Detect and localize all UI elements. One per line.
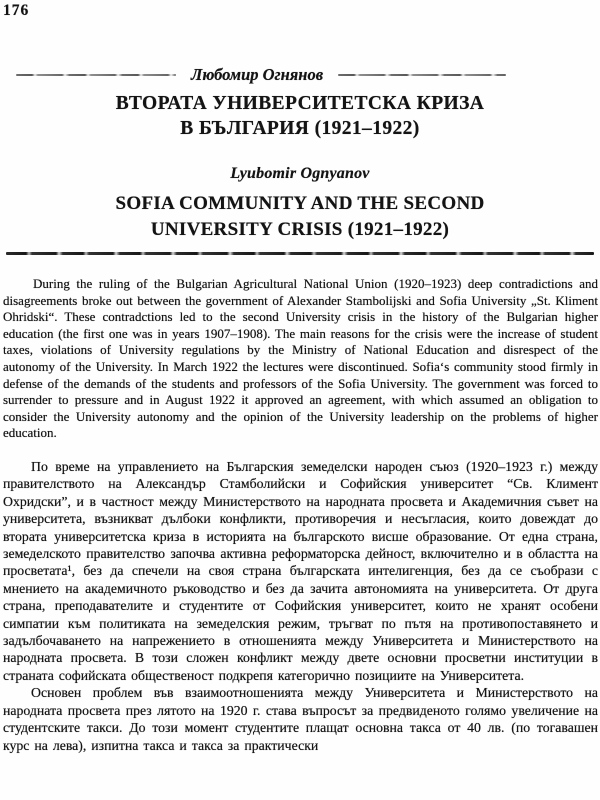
article-title-bulgarian [0,91,600,141]
page-number: 176 [3,2,30,19]
title-bulgarian-line-1: ВТОРАТА УНИВЕРСИТЕТСКА КРИЗА [115,93,485,114]
title-bulgarian-line-2: В БЪЛГАРИЯ (1921–1922) [180,118,420,139]
abstract-paragraph-english: During the ruling of the Bulgarian Agricultural National Union (1920–1923) deep contradictions and disagreements broke out between the government of Alexander Stambolijski and Sofia University „St. Kliment Ohridski“. These contradctions led to the second University crisis in the history of the Bulgarian higher education (the first one was in years 1907–1908). The main reasons for the crisis were the increase of student taxes, violations of University regulations by the Ministry of National Education and disrespect of the autonomy of the University. In March 1922 the lectures were discontinued. Sofia‘s community stood firmly in defense of the demands of the students and professors of the Sofia University. The government was forced to surrender to pressure and in August 1922 it approved an agreement, with which assumed an obligation to consider the University autonomy and the opinion of the University leadership on the problems of higher education. [3,276,598,441]
section-divider-rule [6,252,594,255]
body-paragraph-1: По време на управлението на Българския земеделски народен съюз (1920–1923 г.) между правителството на Александър Стамболийски и Софийския университет “Св. Климент Охридски”, и в частност между Министерството на народната просвета и Академичния съвет на университета, възникват дълбоки конфликти, противоречия и несъгласия, които довеждат до втората университетска криза в историята на българското висше образование. От една страна, земеделското правителство започва активна реформаторска дейност, включително и в областта на просветата¹, без да спечели на своя страна българската интелигенция, без да се съобрази с мнението на академичното ръководство и без да зачита автономията на университета. От друга страна, преподавателите и студентите от Софийския университет, които не хранят особени симпатии към политиката на земеделския режим, тръгват по пътя на противопоставянето и задълбочаването на напрежението в отношенията между Университета и Министерството на народната просвета. В този сложен конфликт между двете основни просветни институции в страната софийската общественост подкрепя категорично позициите на Университета. [3,459,598,683]
scan-rule-left [16,74,176,76]
scan-rule-right [338,74,506,76]
body-paragraph-2: Основен проблем във взаимоотношенията между Университета и Министерството на народната просвета през лятото на 1920 г. става въпросът за предвиденото голямо увеличение на студентските такси. До този момент студентите плащат основна такса от 40 лв. (по тогавашен курс на лева), изпитна такса и такса за практически [3,685,598,753]
title-english-line-2: UNIVERSITY CRISIS (1921–1922) [150,219,450,240]
title-english-line-1: SOFIA COMMUNITY AND THE SECOND [115,193,485,214]
author-name-english: Lyubomir Ognyanov [230,165,370,182]
article-title-english [0,191,600,243]
article-body-bulgarian [3,458,598,754]
author-row-bulgarian [0,63,600,87]
author-name-bulgarian: Любомир Огнянов [191,65,324,84]
